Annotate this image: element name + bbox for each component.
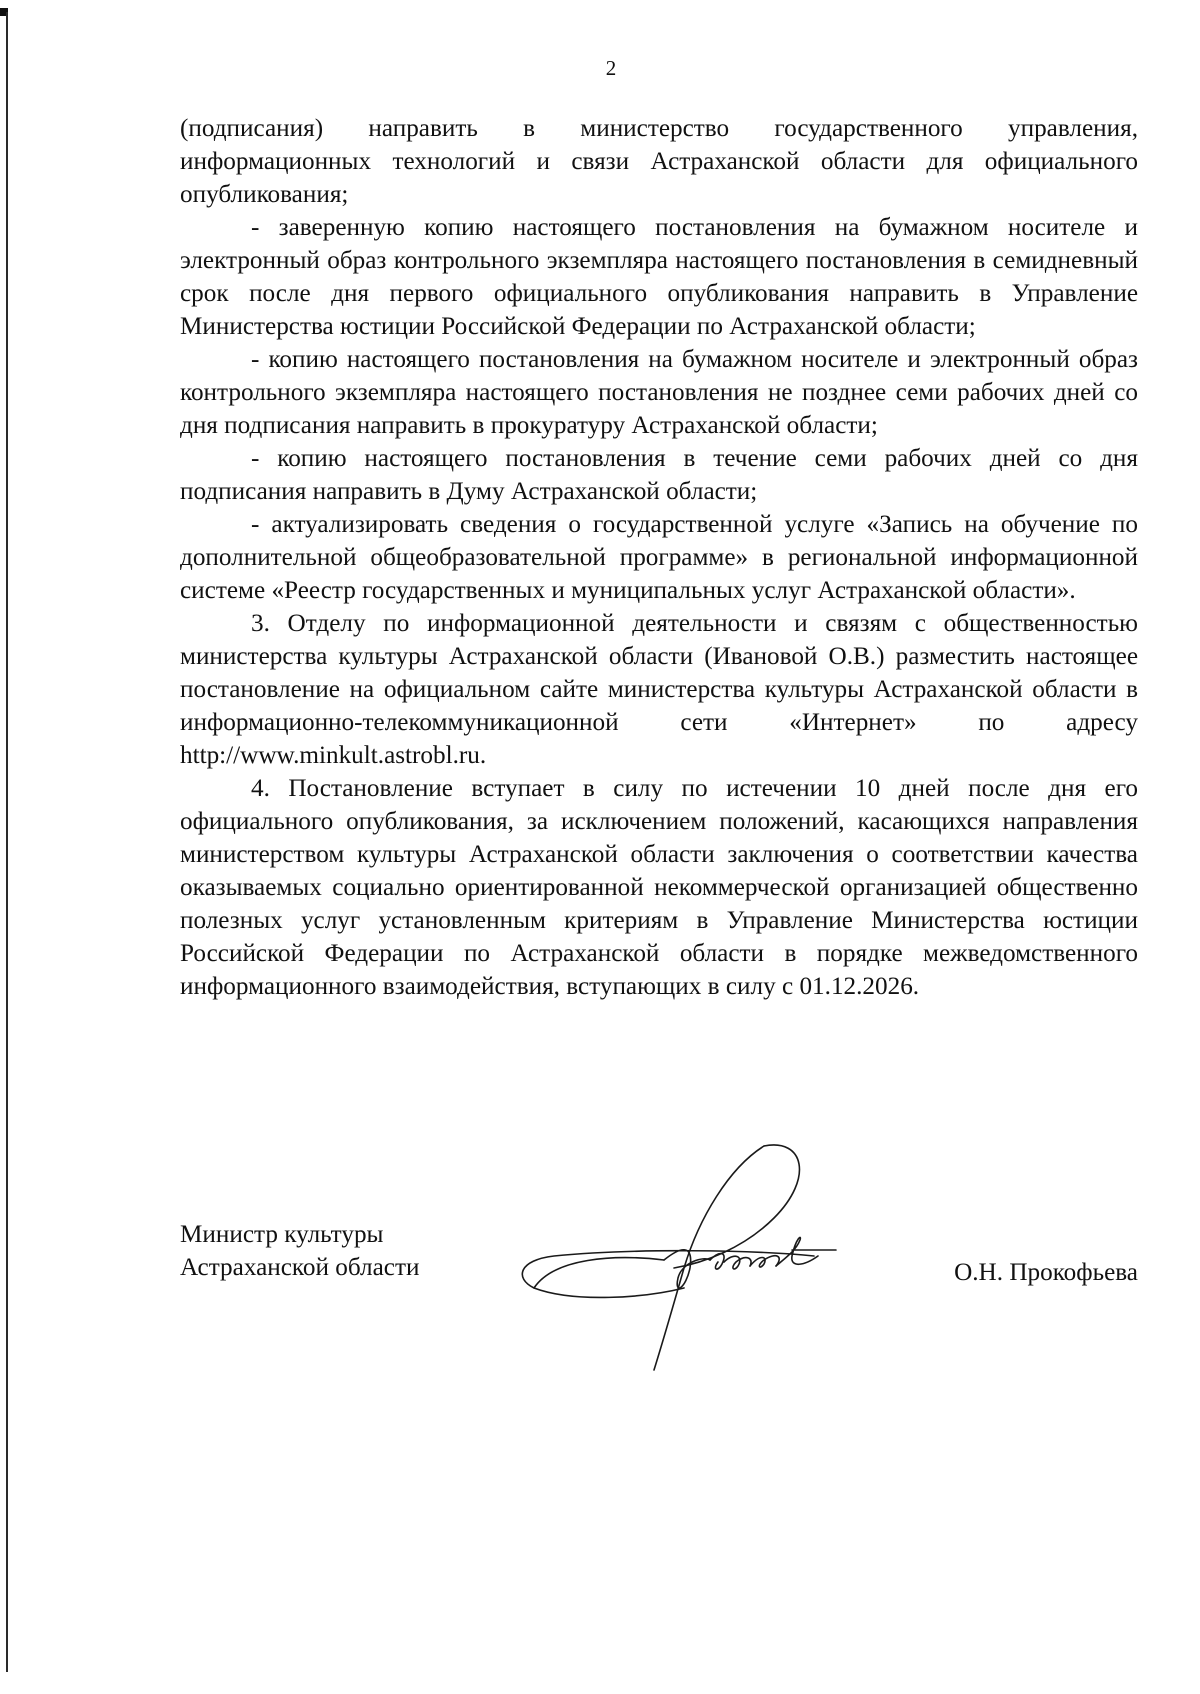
signatory-title-line-1: Министр культуры — [180, 1221, 384, 1248]
paragraph-prosecutor-copy: - копию настоящего постановления на бумажном носителе и электронный образ контрольного экземпляра настоящего постановления не позднее семи рабочих дней со дня подписания направить в прокуратуру Астраханской области; — [180, 346, 1138, 439]
paragraph-registry-update: - актуализировать сведения о государственной услуге «Запись на обучение по дополнительной общеобразовательной программе» в региональной информационной системе «Реестр государственных и муниципальных услуг Астраханской области». — [180, 511, 1138, 604]
paragraph-continuation: (подписания) направить в министерство государственного управления, информационных технологий и связи Астраханской области для официального опубликования; — [180, 115, 1138, 208]
paragraph-item-3: 3. Отделу по информационной деятельности и связям с общественностью министерства культуры Астраханской области (Ивановой О.В.) разместить настоящее постановление на официальном сайте министерства культуры Астраханской области в информационно-телекоммуникационной сети «Интернет» по адресу http://www.minkult.astrobl.ru. — [180, 610, 1138, 769]
signatory-name: О.Н. Прокофьева — [954, 1259, 1138, 1286]
scan-left-edge-line — [6, 12, 8, 1672]
signature-block — [180, 1218, 1138, 1358]
paragraph-item-4: 4. Постановление вступает в силу по истечении 10 дней после дня его официального опубликования, за исключением положений, касающихся направления министерством культуры Астраханской области заключения о соответствии качества оказываемых социально ориентированной некоммерческой организацией общественно полезных услуг установленным критериям в Управление Министерства юстиции Российской Федерации по Астраханской области в порядке межведомственного информационного взаимодействия, вступающих в силу с 01.12.2026. — [180, 775, 1138, 1000]
page-number: 2 — [605, 56, 617, 80]
paragraph-certified-copy: - заверенную копию настоящего постановления на бумажном носителе и электронный образ контрольного экземпляра настоящего постановления в семидневный срок после дня первого официального опубликования направить в Управление Министерства юстиции Российской Федерации по Астраханской области; — [180, 214, 1138, 340]
handwritten-signature — [514, 1138, 886, 1378]
paragraph-duma-copy: - копию настоящего постановления в течение семи рабочих дней со дня подписания направить в Думу Астраханской области; — [180, 445, 1138, 505]
document-body — [180, 112, 1138, 1003]
signatory-title-line-2: Астраханской области — [180, 1254, 420, 1281]
signatory-title — [180, 1218, 419, 1284]
